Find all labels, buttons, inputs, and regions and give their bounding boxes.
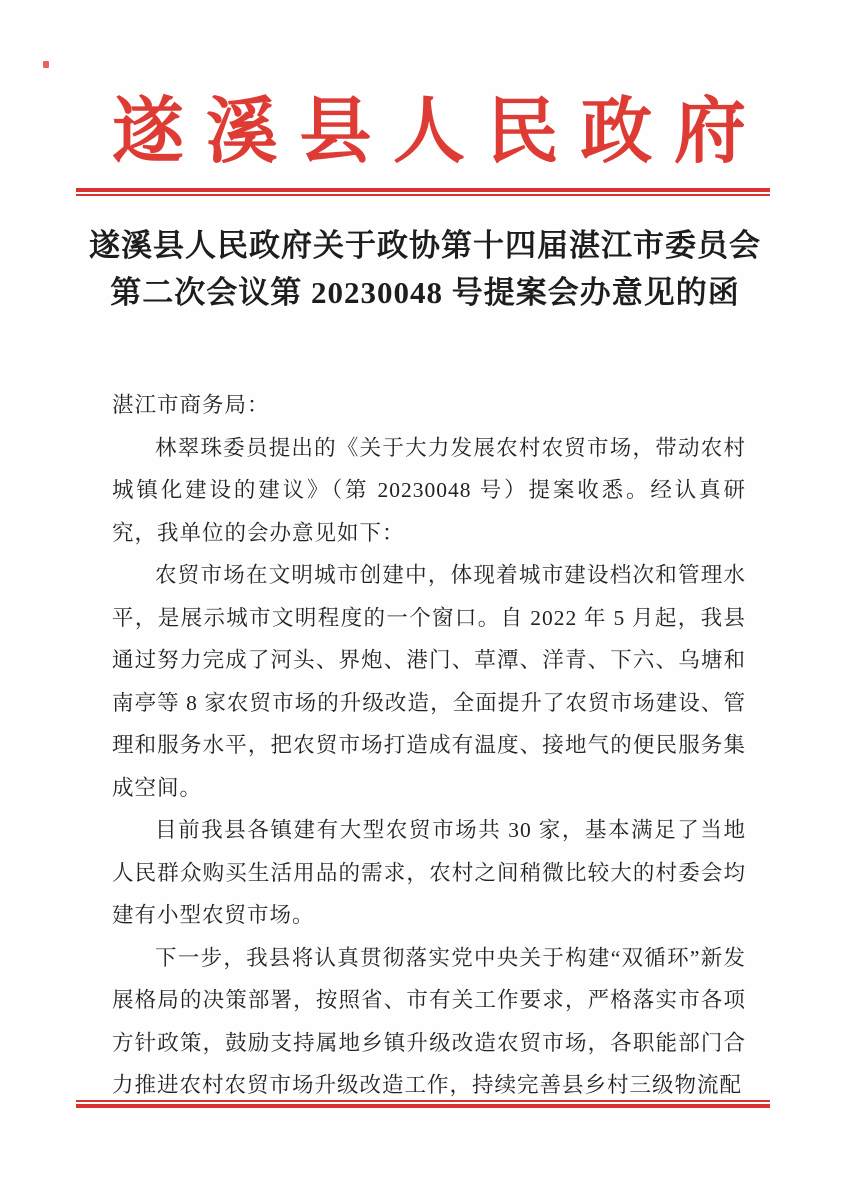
document-body bbox=[112, 384, 746, 1107]
scan-ink-speck bbox=[43, 61, 49, 68]
document-title-line-1: 遂溪县人民政府关于政协第十四届湛江市委员会 bbox=[89, 228, 761, 263]
body-paragraph-4: 下一步，我县将认真贯彻落实党中央关于构建“双循环”新发展格局的决策部署，按照省、市有关工作要求，严格落实市各项方针政策，鼓励支持属地乡镇升级改造农贸市场，各职能部门合力推进农村农贸市场升级改造工作，持续完善县乡村三级物流配 bbox=[112, 945, 746, 1097]
header-double-rule bbox=[76, 188, 770, 196]
footer-double-rule bbox=[76, 1100, 770, 1108]
document-title-line-2: 第二次会议第 20230048 号提案会办意见的函 bbox=[110, 275, 740, 310]
header-rule-thin-line bbox=[76, 194, 770, 196]
salutation-line: 湛江市商务局： bbox=[112, 393, 270, 417]
body-paragraph-1: 林翠珠委员提出的《关于大力发展农村农贸市场，带动农村城镇化建设的建议》（第 20230048 号）提案收悉。经认真研究，我单位的会办意见如下： bbox=[112, 435, 746, 545]
agency-masthead: 遂溪县人民政府 bbox=[112, 92, 746, 172]
body-paragraph-3: 目前我县各镇建有大型农贸市场共 30 家，基本满足了当地人民群众购买生活用品的需求，农村之间稍微比较大的村委会均建有小型农贸市场。 bbox=[112, 818, 746, 927]
footer-rule-thick-line bbox=[76, 1104, 770, 1108]
body-paragraph-2: 农贸市场在文明城市创建中，体现着城市建设档次和管理水平，是展示城市文明程度的一个窗口。自 2022 年 5 月起，我县通过努力完成了河头、界炮、港门、草潭、洋青、下六、乌塘和南亭等 8 家农贸市场的升级改造，全面提升了农贸市场建设、管理和服务水平，把农贸市场打造成有温度、接地气的便民服务集成空间。 bbox=[112, 563, 746, 800]
document-title bbox=[0, 222, 850, 316]
